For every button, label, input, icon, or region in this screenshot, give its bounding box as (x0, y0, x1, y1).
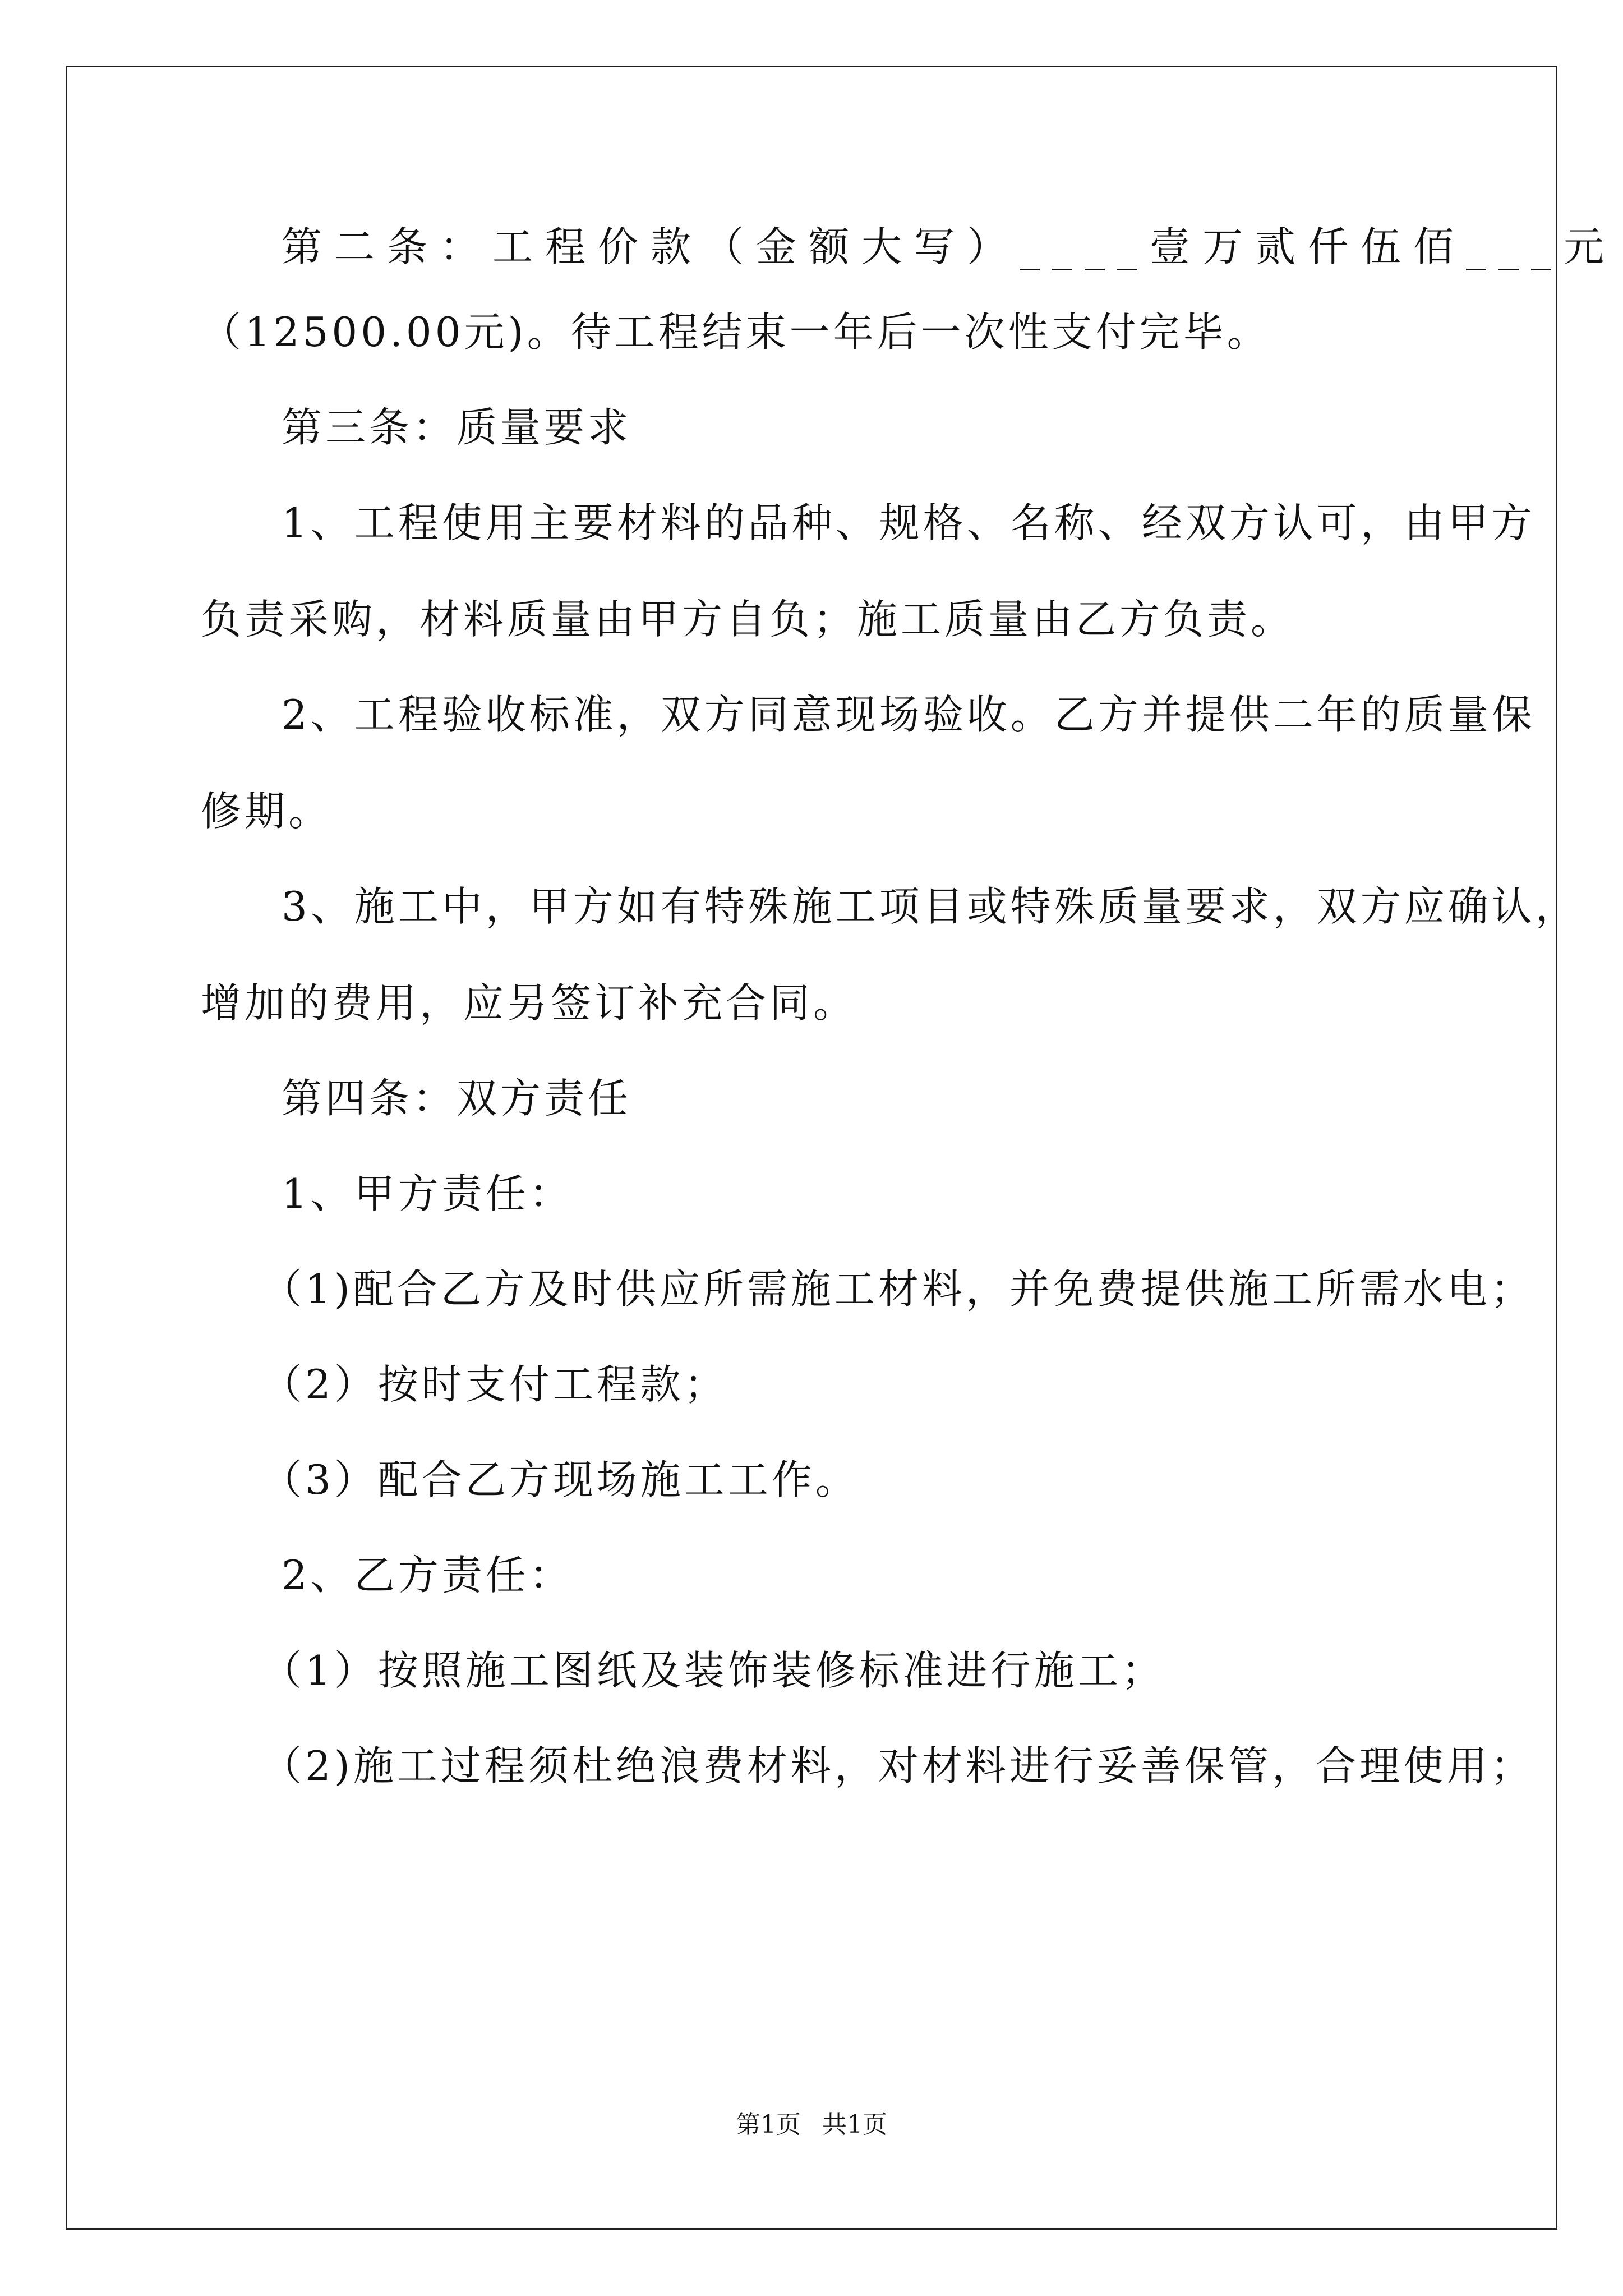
clause-4-title: 第四条：双方责任 (282, 1075, 632, 1122)
clause-3-item-1 (201, 498, 1536, 645)
clause-3-item-3-line-2: 增加的费用，应另签订补充合同。 (201, 979, 857, 1027)
party-b-heading (201, 1550, 1423, 1600)
clause-3-item-3 (201, 881, 1579, 1028)
page-number: 第1页 (736, 2110, 801, 2139)
party-a-heading (201, 1168, 1423, 1219)
party-a-duty-3-text: （3）配合乙方现场施工工作。 (261, 1456, 859, 1503)
clause-3-item-1-line-2: 负责采购，材料质量由甲方自负；施工质量由乙方负责。 (201, 596, 1295, 643)
page-footer (0, 2110, 1623, 2139)
clause-3-item-2 (201, 689, 1536, 836)
clause-4-heading (201, 1073, 1423, 1124)
clause-2-line-2: （12500.00元)。待工程结束一年后一次性支付完毕。 (201, 309, 1271, 356)
party-b-duty-1 (201, 1645, 1423, 1696)
party-b-title: 2、乙方责任： (282, 1552, 573, 1599)
clause-3-item-2-line-2: 修期。 (201, 788, 333, 835)
clause-3-title: 第三条：质量要求 (282, 404, 632, 451)
party-b-duty-1-text: （1）按照施工图纸及装饰装修标准进行施工； (261, 1647, 1165, 1694)
page-total: 共1页 (822, 2110, 887, 2139)
clause-2-price (201, 222, 1617, 357)
party-a-duty-1 (201, 1264, 1534, 1314)
party-a-duty-3 (201, 1455, 1423, 1505)
clause-3-item-1-line-1: 1、工程使用主要材料的品种、规格、名称、经双方认可，由甲方 (282, 499, 1536, 546)
document-body (201, 222, 1617, 1791)
party-a-duty-2 (201, 1359, 1423, 1410)
party-a-duty-1-text: （1)配合乙方及时供应所需施工材料，并免费提供施工所需水电； (261, 1266, 1534, 1313)
clause-3-item-2-line-1: 2、工程验收标准，双方同意现场验收。乙方并提供二年的质量保 (282, 691, 1536, 738)
clause-2-line-1: 第二条：工程价款（金额大写）____壹万贰仟伍佰___元 (282, 223, 1617, 270)
party-b-duty-2-text: （2)施工过程须杜绝浪费材料，对材料进行妥善保管，合理使用； (261, 1742, 1534, 1789)
clause-3-item-3-line-1: 3、施工中，甲方如有特殊施工项目或特殊质量要求，双方应确认， (282, 883, 1579, 930)
party-a-title: 1、甲方责任： (282, 1170, 573, 1217)
party-a-duty-2-text: （2）按时支付工程款； (261, 1361, 728, 1408)
party-b-duty-2 (201, 1741, 1534, 1791)
clause-3-heading (201, 402, 1423, 453)
